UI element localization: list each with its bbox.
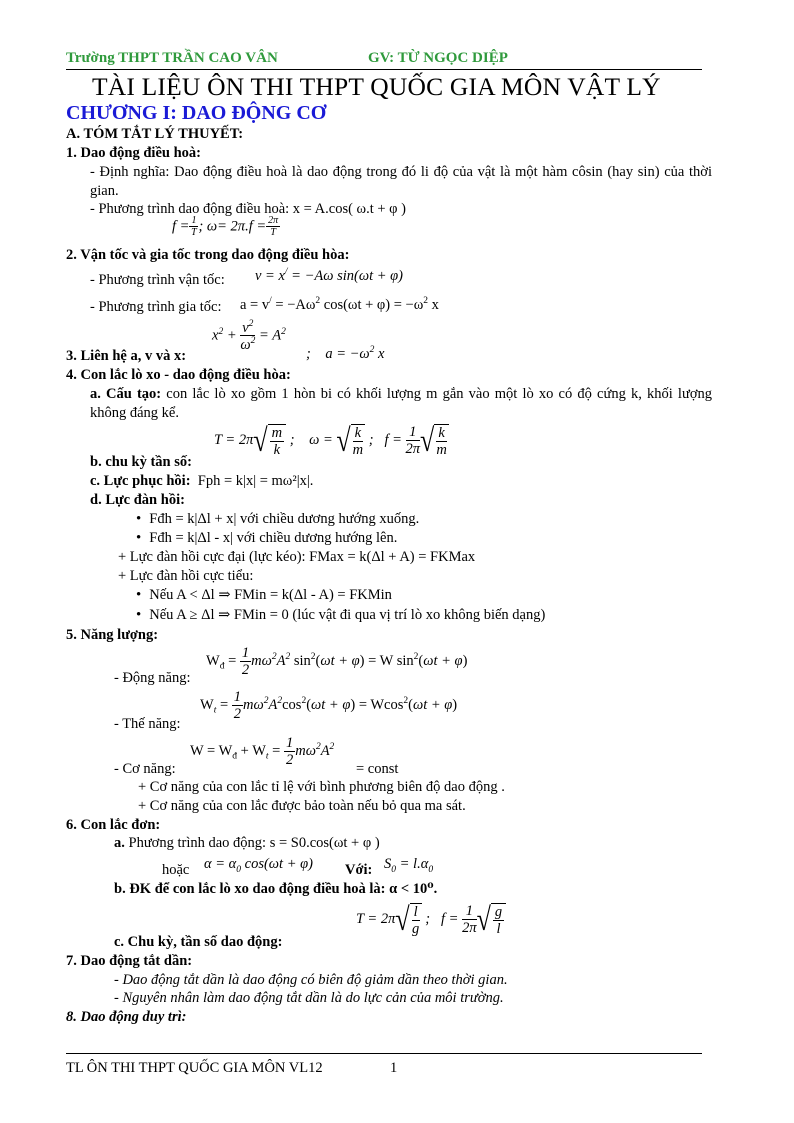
mechanical-energy-formula: $W = W_đ + W_t$ = $\frac{1}{2}$ $m\omega^2A^2$ — [190, 735, 335, 768]
velocity-label: - Phương trình vận tốc: — [90, 272, 225, 288]
elastic-force-max: + Lực đàn hồi cực đại (lực kéo): FMax = k(Δl + A) = FKMax — [118, 549, 476, 565]
mechanical-energy-const: = const — [356, 761, 399, 777]
footer-text: TL ÔN THI THPT QUỐC GIA MÔN VL12 — [66, 1060, 323, 1076]
section-2-heading: 2. Vận tốc và gia tốc trong dao động điều hòa: — [66, 247, 350, 263]
elastic-force-heading: d. Lực đàn hồi: — [90, 492, 185, 508]
elastic-force-down: • Fđh = k|Δl + x| với chiều dương hướng xuống. — [136, 511, 419, 528]
energy-note-1: + Cơ năng của con lắc tỉ lệ với bình phương biên độ dao động . — [138, 779, 505, 795]
section-4-heading: 4. Con lắc lò xo - dao động điều hòa: — [66, 367, 291, 383]
frequency-formula: f = $\frac{1}{T}$ ; ω= 2π.f = $\frac{2\pi}{T}$ — [172, 215, 279, 238]
header-rule — [66, 69, 702, 70]
elastic-force-min: + Lực đàn hồi cực tiểu: — [118, 568, 254, 584]
school-name: Trường THPT TRẦN CAO VÂN — [66, 50, 278, 66]
acceleration-label: - Phương trình gia tốc: — [90, 299, 222, 315]
teacher-name: GV: TỪ NGỌC DIỆP — [368, 50, 508, 66]
kinetic-energy-label: - Động năng: — [114, 670, 191, 686]
relation-acc-formula: ; $a = -\omega^2$ x — [306, 345, 385, 362]
footer-rule — [66, 1053, 702, 1054]
pendulum-with-label: Với: — [345, 862, 373, 878]
section-6-heading: 6. Con lắc đơn: — [66, 817, 161, 833]
section-1-heading: 1. Dao động điều hoà: — [66, 145, 201, 161]
section-7-heading: 7. Dao động tắt dần: — [66, 953, 193, 969]
energy-note-2: + Cơ năng của con lắc được bảo toàn nếu bỏ qua ma sát. — [138, 798, 466, 814]
section-3-heading: 3. Liên hệ a, v và x: — [66, 348, 187, 364]
section-5-heading: 5. Năng lượng: — [66, 627, 159, 643]
pendulum-a-text: Phương trình dao động: s = S0.cos(ωt + φ ) — [128, 835, 380, 851]
restoring-force — [90, 473, 313, 490]
elastic-force-min-case1: • Nếu A < Δl ⇒ FMin = k(Δl - A) = FKMin — [136, 587, 392, 604]
oscillation-equation: - Phương trình dao động điều hoà: x = A.cos( ω.t + φ ) — [90, 201, 406, 217]
period-formula: T = 2π√ $\frac{m}{k}$ ; ω = √ $\frac{k}{m}$ ; f = $\frac{1}{2\pi}$ √ $\frac{k}{m}$ — [214, 421, 447, 458]
acceleration-formula: $a = v^/ = -A\omega^2$ $\cos(\omega t + \varphi) = -\omega^2$ x — [240, 296, 439, 313]
mechanical-energy-label: - Cơ năng: — [114, 761, 176, 777]
potential-energy-label: - Thế năng: — [114, 716, 181, 732]
pendulum-or: hoặc — [162, 862, 190, 878]
chapter-title: CHƯƠNG I: DAO ĐỘNG CƠ — [66, 102, 327, 124]
page-number: 1 — [390, 1060, 398, 1076]
pendulum-a-label: a. — [114, 835, 125, 851]
period-heading: b. chu kỳ tần số: — [90, 454, 192, 470]
spring-structure — [90, 385, 712, 423]
pendulum-period-formula: T = 2π√ $\frac{l}{g}$ ; f = $\frac{1}{2\pi}$ √ $\frac{g}{l}$ — [356, 903, 506, 936]
section-8-heading: 8. Dao động duy trì: — [66, 1009, 187, 1025]
restoring-force-text: Fph = k|x| = mω²|x|. — [197, 473, 314, 489]
structure-label: a. Cấu tạo: — [90, 386, 162, 402]
structure-text: con lắc lò xo gồm 1 hòn bi có khối lượng m gắn vào một lò xo có độ cứng k, khối lượng không đáng kể. — [90, 386, 712, 421]
document-title: TÀI LIỆU ÔN THI THPT QUỐC GIA MÔN VẬT LÝ — [92, 72, 661, 101]
pendulum-amplitude-formula: $S_0 = l.\alpha_0$ — [384, 856, 434, 875]
relation-formula: $x^2$ + $\frac{v^2}{\omega^2}$ = $A^2$ — [212, 319, 286, 354]
velocity-formula: v = x/ = −Aω sin(ωt + φ) — [255, 267, 403, 284]
section-a-heading: A. TÓM TẮT LÝ THUYẾT: — [66, 126, 244, 142]
restoring-force-label: c. Lực phục hồi: — [90, 473, 191, 489]
pendulum-angle-formula: $\alpha = \alpha_0$ cos(ωt + φ) — [204, 856, 313, 875]
damped-note-1: - Dao động tắt dần là dao động có biên độ giảm dần theo thời gian. — [114, 972, 508, 988]
pendulum-condition: b. ĐK để con lắc lò xo dao động điều hoà là: α < 10⁰. — [114, 881, 438, 897]
pendulum-period-heading: c. Chu kỳ, tần số dao động: — [114, 934, 283, 950]
elastic-force-up: • Fđh = k|Δl - x| với chiều dương hướng lên. — [136, 530, 397, 547]
potential-energy-formula: $W_t$ = $\frac{1}{2}$ $m\omega^2A^2\cos^2(\omega t + \varphi) = Wcos^2(\omega t + \varphi)$ — [200, 689, 458, 722]
elastic-force-min-case2: • Nếu A ≥ Δl ⇒ FMin = 0 (lúc vật đi qua vị trí lò xo không biến dạng) — [136, 607, 545, 624]
kinetic-energy-formula: $W_đ$ = $\frac{1}{2}$ $m\omega^2A^2$ $\sin^2(\omega t + \varphi) = W$ $\sin^2(\omega t + \varphi)$ — [206, 645, 468, 678]
definition-text: - Định nghĩa: Dao động điều hoà là dao động trong đó li độ của vật là một hàm côsin (hay sin) của thời gian. — [90, 164, 712, 199]
damped-note-2: - Nguyên nhân làm dao động tắt dần là do lực cản của môi trường. — [114, 990, 504, 1006]
pendulum-equation — [114, 835, 380, 852]
